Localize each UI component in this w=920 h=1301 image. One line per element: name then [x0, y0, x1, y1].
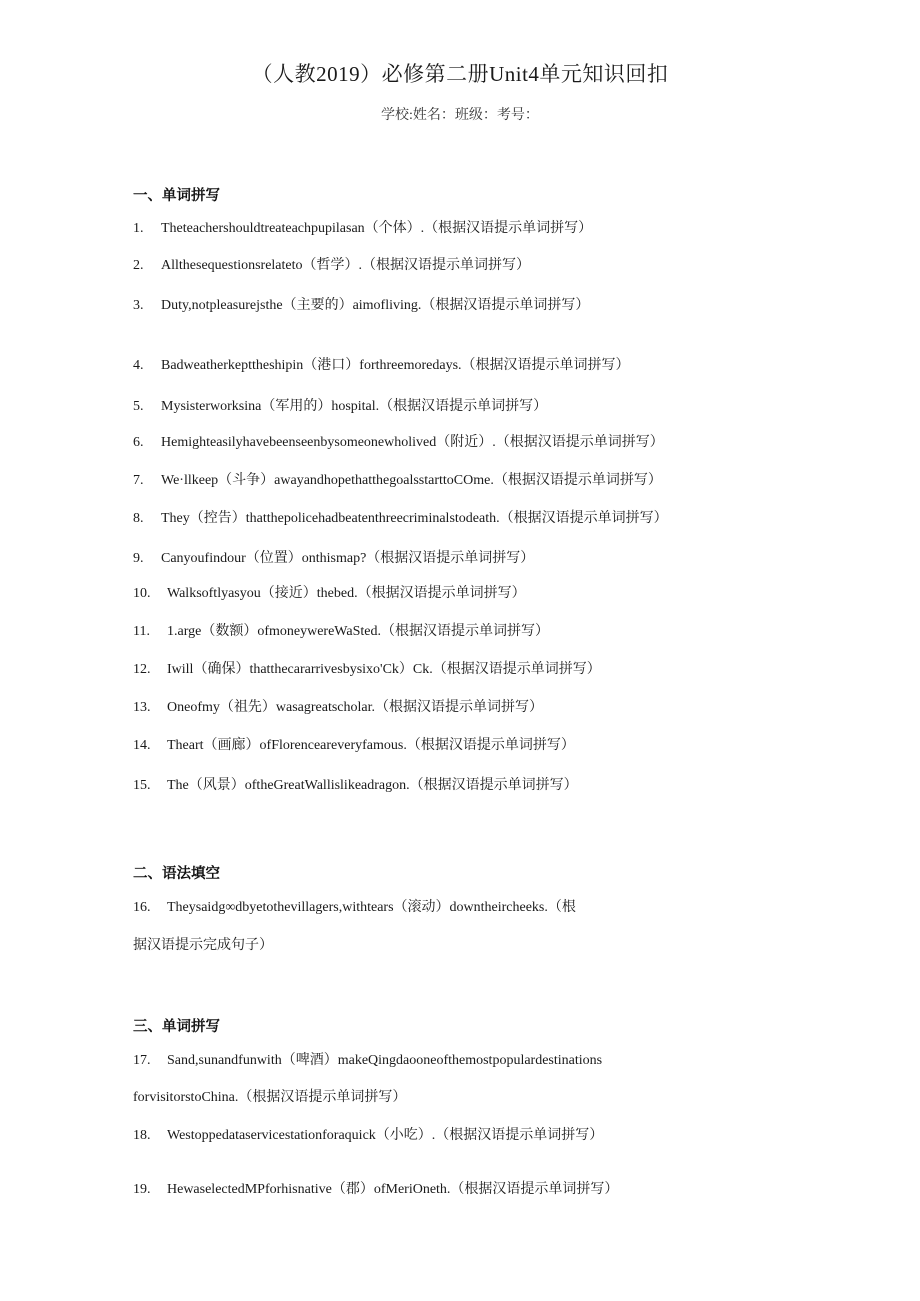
question-item — [133, 620, 549, 640]
question-number: 9. — [133, 551, 144, 566]
question-number: 3. — [133, 298, 144, 313]
question-number: 15. — [133, 778, 151, 793]
question-number: 12. — [133, 662, 151, 677]
section-heading: 二、语法填空 — [133, 866, 220, 882]
question-text: Theteachershouldtreateachpupilasan（个体）.（根据汉语提示单词拼写） — [161, 221, 593, 236]
question-item — [133, 294, 589, 314]
question-item — [133, 1124, 603, 1144]
question-number: 5. — [133, 399, 144, 414]
question-text: The（风景）oftheGreatWallislikeadragon.（根据汉语提示单词拼写） — [167, 778, 578, 793]
question-text: We·llkeep（斗争）awayandhopethatthegoalsstarttoCOme.（根据汉语提示单词拼写） — [161, 473, 662, 488]
question-number: 14. — [133, 738, 151, 753]
question-number: 10. — [133, 586, 151, 601]
question-item — [133, 547, 534, 567]
question-text: Sand,sunandfunwith（啤酒）makeQingdaooneofthemostpopulardestinations — [167, 1053, 603, 1068]
question-text: Mysisterworksina（军用的）hospital.（根据汉语提示单词拼写） — [161, 399, 548, 414]
student-info-line: 学校:姓名：班级：考号： — [381, 108, 539, 123]
question-item — [133, 254, 530, 274]
question-item — [133, 774, 578, 794]
question-item — [133, 354, 630, 374]
question-number: 17. — [133, 1053, 151, 1068]
question-item — [133, 431, 664, 451]
question-number: 11. — [133, 624, 150, 639]
question-text: Westoppedataservicestationforaquick（小吃）.（根据汉语提示单词拼写） — [167, 1128, 604, 1143]
question-item — [133, 395, 547, 415]
question-number: 4. — [133, 358, 144, 373]
question-item — [133, 1178, 618, 1198]
question-item — [133, 507, 668, 527]
question-number: 7. — [133, 473, 144, 488]
question-number: 2. — [133, 258, 144, 273]
question-text: Canyoufindour（位置）onthismap?（根据汉语提示单词拼写） — [161, 551, 535, 566]
question-number: 13. — [133, 700, 151, 715]
question-text: Iwill（确保）thatthecararrivesbysixo'Ck）Ck.（根据汉语提示单词拼写） — [167, 662, 601, 677]
question-number: 16. — [133, 900, 151, 915]
question-text: Theart（画廊）ofFlorenceareveryfamous.（根据汉语提示单词拼写） — [167, 738, 575, 753]
question-text: Hemighteasilyhavebeenseenbysomeonewholived（附近）.（根据汉语提示单词拼写） — [161, 435, 664, 450]
question-text: Walksoftlyasyou（接近）thebed.（根据汉语提示单词拼写） — [167, 586, 526, 601]
question-item — [133, 217, 592, 237]
question-number: 6. — [133, 435, 144, 450]
question-text: Badweatherkepttheshipin（港口）forthreemoredays.（根据汉语提示单词拼写） — [161, 358, 630, 373]
question-text: Allthesequestionsrelateto（哲学）.（根据汉语提示单词拼写） — [161, 258, 531, 273]
question-text: They（控告）thatthepolicehadbeatenthreecriminalstodeath.（根据汉语提示单词拼写） — [161, 511, 668, 526]
question-item — [133, 896, 576, 916]
question-text: 1.arge（数额）ofmoneywereWaSted.（根据汉语提示单词拼写） — [167, 624, 549, 639]
question-item — [133, 469, 662, 489]
question-text: Oneofmy（祖先）wasagreatscholar.（根据汉语提示单词拼写） — [167, 700, 543, 715]
question-text-continued: forvisitorstoChina.（根据汉语提示单词拼写） — [133, 1090, 407, 1105]
question-text-continued: 据汉语提示完成句子） — [133, 938, 273, 953]
question-text: Theysaidg∞dbyetothevillagers,withtears（滚动）downtheircheeks.（根 — [167, 900, 576, 915]
question-item — [133, 658, 601, 678]
section-heading: 三、单词拼写 — [133, 1019, 220, 1035]
question-item — [133, 734, 575, 754]
question-text: Duty,notpleasurejsthe（主要的）aimofliving.（根据汉语提示单词拼写） — [161, 298, 590, 313]
question-item — [133, 1049, 602, 1069]
question-text: HewaselectedMPforhisnative（郡）ofMeriOneth.（根据汉语提示单词拼写） — [167, 1182, 619, 1197]
section-heading: 一、单词拼写 — [133, 188, 220, 204]
question-number: 18. — [133, 1128, 151, 1143]
question-number: 1. — [133, 221, 144, 236]
question-number: 19. — [133, 1182, 151, 1197]
question-item — [133, 696, 543, 716]
question-number: 8. — [133, 511, 144, 526]
question-item — [133, 582, 526, 602]
page-title: （人教2019）必修第二册Unit4单元知识回扣 — [251, 62, 669, 86]
